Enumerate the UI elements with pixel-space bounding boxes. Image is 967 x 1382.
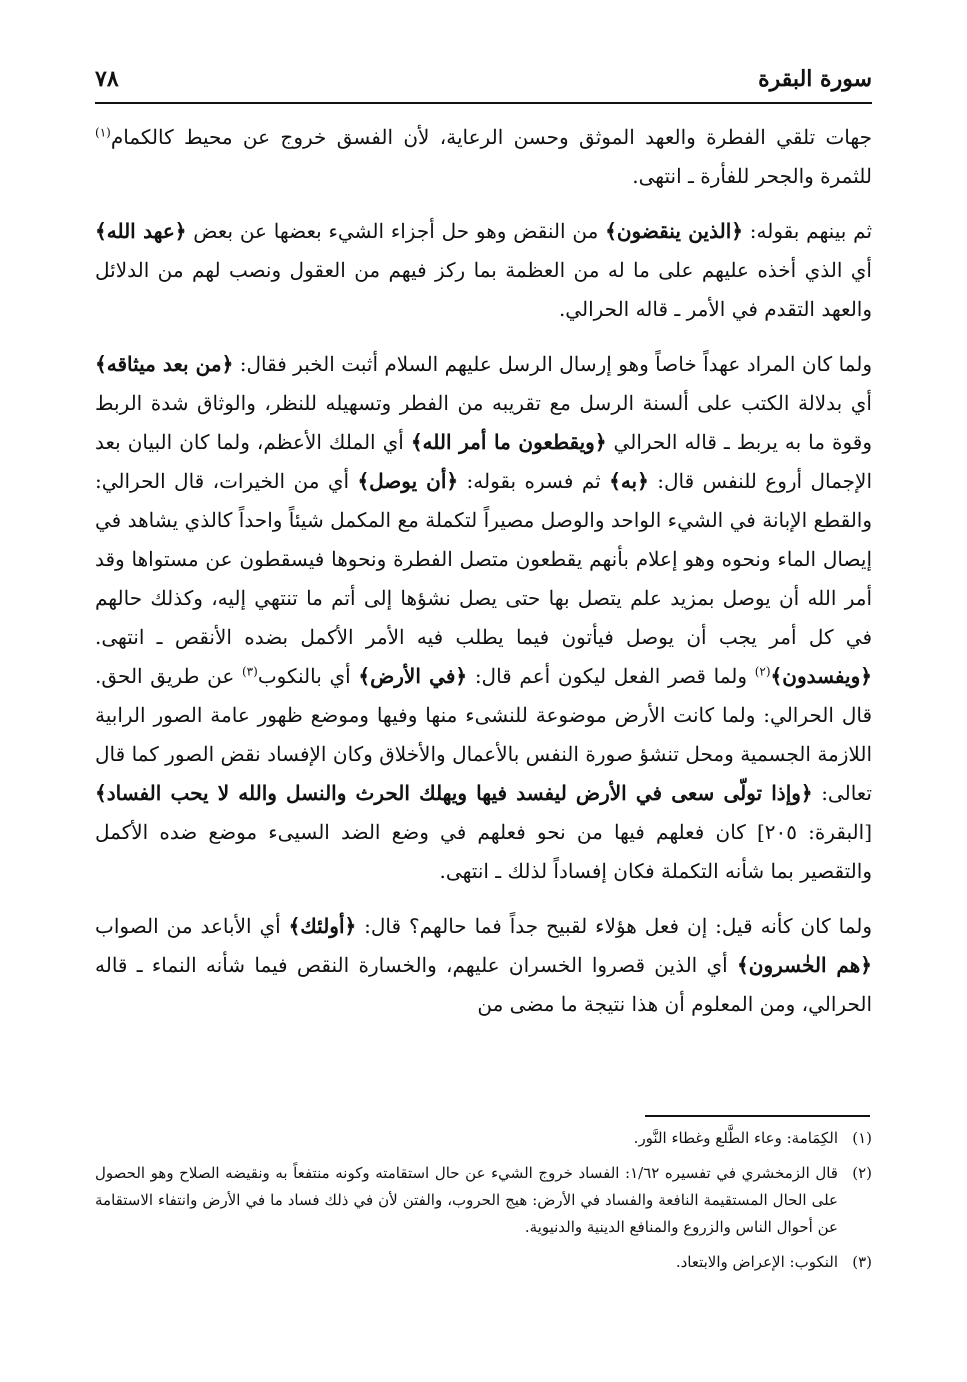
quran-quote: ﴿به﴾ — [609, 469, 649, 493]
text-run: أي الملك الأعظم، ولما كان البيان بعد الإجمال أروع للنفس قال: — [95, 430, 873, 493]
quran-quote: ﴿في الأرض﴾ — [358, 664, 468, 688]
footnote-separator — [645, 1115, 870, 1117]
text-run: أي الأباعد من الصواب — [95, 914, 289, 938]
footnote-text: قال الزمخشري في تفسيره ١/٦٢: الفساد خروج الشيء عن حال استقامته وكونه منتفعاً به ونقيضه الصلاح وهو الحصول على الحال المستقيمة النافعة والفساد في الأرض: هيج الحروب، والفتن لأن في ذلك فساد ما في الأرض وانتفاء الاستقامة عن أحوال الناس والزروع والمنافع الدينية والدنيوية. — [95, 1164, 838, 1236]
text-run: جهات تلقي الفطرة والعهد الموثق وحسن الرعاية، لأن الفسق خروج عن محيط كالكمام — [110, 125, 872, 149]
paragraph — [95, 118, 872, 196]
footnote-text: الكِمَامة: وعاء الطَّلع وغطاء النَّور. — [633, 1129, 838, 1147]
text-run: من النقض وهو حل أجزاء الشيء بعضها عن بعض — [186, 219, 606, 243]
quran-quote: ﴿ويفسدون﴾ — [770, 664, 872, 688]
footnotes — [95, 1125, 872, 1284]
footnote-reference: (٢) — [754, 664, 771, 679]
text-run: [البقرة: ٢٠٥] كان فعلهم فيها من نحو فعلهم في وضع الضد السيىء موضع ضده الأكمل والتقصير بما شأنه التكملة فكان إفساداً لذلك ـ انتهى. — [95, 820, 872, 883]
quran-quote: ﴿أن يوصل﴾ — [357, 469, 459, 493]
text-run: للثمرة والجحر للفأرة ـ انتهى. — [632, 164, 872, 188]
text-run: أي من الخيرات، قال الحرالي: والقطع الإبانة في الشيء الواحد والوصل مصيراً لتكملة مع المكمل شيئاً واحداً كالذي يشاهد في إيصال الماء ونحوه وهو إعلام بأنهم يقطعون متصل الفطرة ونحوها فيسقطون عن مستواها وقد أمر الله أن يوصل بمزيد علم يتصل بها حتى يصل نشؤها إلى أتم ما تنتهي إليه، وكذلك حالهم في كل أمر يجب أن يوصل فيأتون فيما يطلب فيه الأمر الأكمل بضده الأنقص ـ انتهى. — [95, 469, 872, 649]
text-run: ثم بينهم بقوله: — [742, 219, 873, 243]
quran-quote: ﴿عهد الله﴾ — [95, 219, 187, 243]
main-text — [95, 118, 872, 1040]
page-header — [95, 60, 872, 104]
quran-quote: ﴿هم الخٰسرون﴾ — [737, 953, 872, 977]
paragraph — [95, 907, 872, 1024]
footnote — [95, 1249, 872, 1276]
page-number: ٧٨ — [95, 66, 119, 92]
text-run: أي الذي أخذه عليهم على ما له من العظمة بما ركز فيهم من العقول ونصب لهم من الدلائل والعهد التقدم في الأمر ـ قاله الحرالي. — [95, 258, 872, 321]
paragraph — [95, 345, 872, 891]
quran-quote: ﴿ويقطعون ما أمر الله﴾ — [410, 430, 607, 454]
chapter-title: سورة البقرة — [758, 66, 872, 92]
footnote — [95, 1125, 872, 1152]
footnote — [95, 1160, 872, 1241]
quran-quote: ﴿أولئك﴾ — [288, 914, 357, 938]
quran-quote: ﴿وإذا تولّى سعى في الأرض ليفسد فيها ويهلك الحرث والنسل والله لا يحب الفساد﴾ — [95, 781, 813, 805]
text-run: عن طريق الحق. قال الحرالي: ولما كانت الأرض موضوعة للنشىء منها وفيها وموضع ظهور عامة الصور الرابية اللازمة الجسمية ومحل تنشؤ صورة النفس بالأعمال والأخلاق وكان الإفساد نقض الصور كما قال تعالى: — [95, 664, 873, 805]
text-run: ولما قصر الفعل ليكون أعم قال: — [467, 664, 755, 688]
text-run: أي الذين قصروا الخسران عليهم، والخسارة النقص فيما شأنه النماء ـ قاله الحرالي، ومن المعلوم أن هذا نتيجة ما مضى من — [95, 953, 872, 1016]
footnote-number: (١) — [852, 1129, 872, 1147]
quran-quote: ﴿من بعد ميثاقه﴾ — [95, 352, 234, 376]
footnote-number: (٢) — [852, 1164, 872, 1182]
footnote-number: (٣) — [852, 1253, 872, 1271]
footnote-reference: (٣) — [241, 664, 258, 679]
text-run: ثم فسره بقوله: — [458, 469, 610, 493]
footnote-reference: (١) — [95, 125, 111, 140]
paragraph — [95, 212, 872, 329]
text-run: ولما كان المراد عهداً خاصاً وهو إرسال الرسل عليهم السلام أثبت الخبر فقال: — [233, 352, 872, 376]
footnote-text: النكوب: الإعراض والابتعاد. — [675, 1253, 838, 1271]
quran-quote: ﴿الذين ينقضون﴾ — [605, 219, 743, 243]
text-run: أي بالنكوب — [257, 664, 359, 688]
text-run: ولما كان كأنه قيل: إن فعل هؤلاء لقبيح جداً فما حالهم؟ قال: — [356, 914, 873, 938]
text-run: أي بدلالة الكتب على ألسنة الرسل مع تقريبه من الفطر وتسهيله للنظر، والوثاق شدة الربط وقوة ما به يربط ـ قاله الحرالي — [95, 391, 872, 454]
